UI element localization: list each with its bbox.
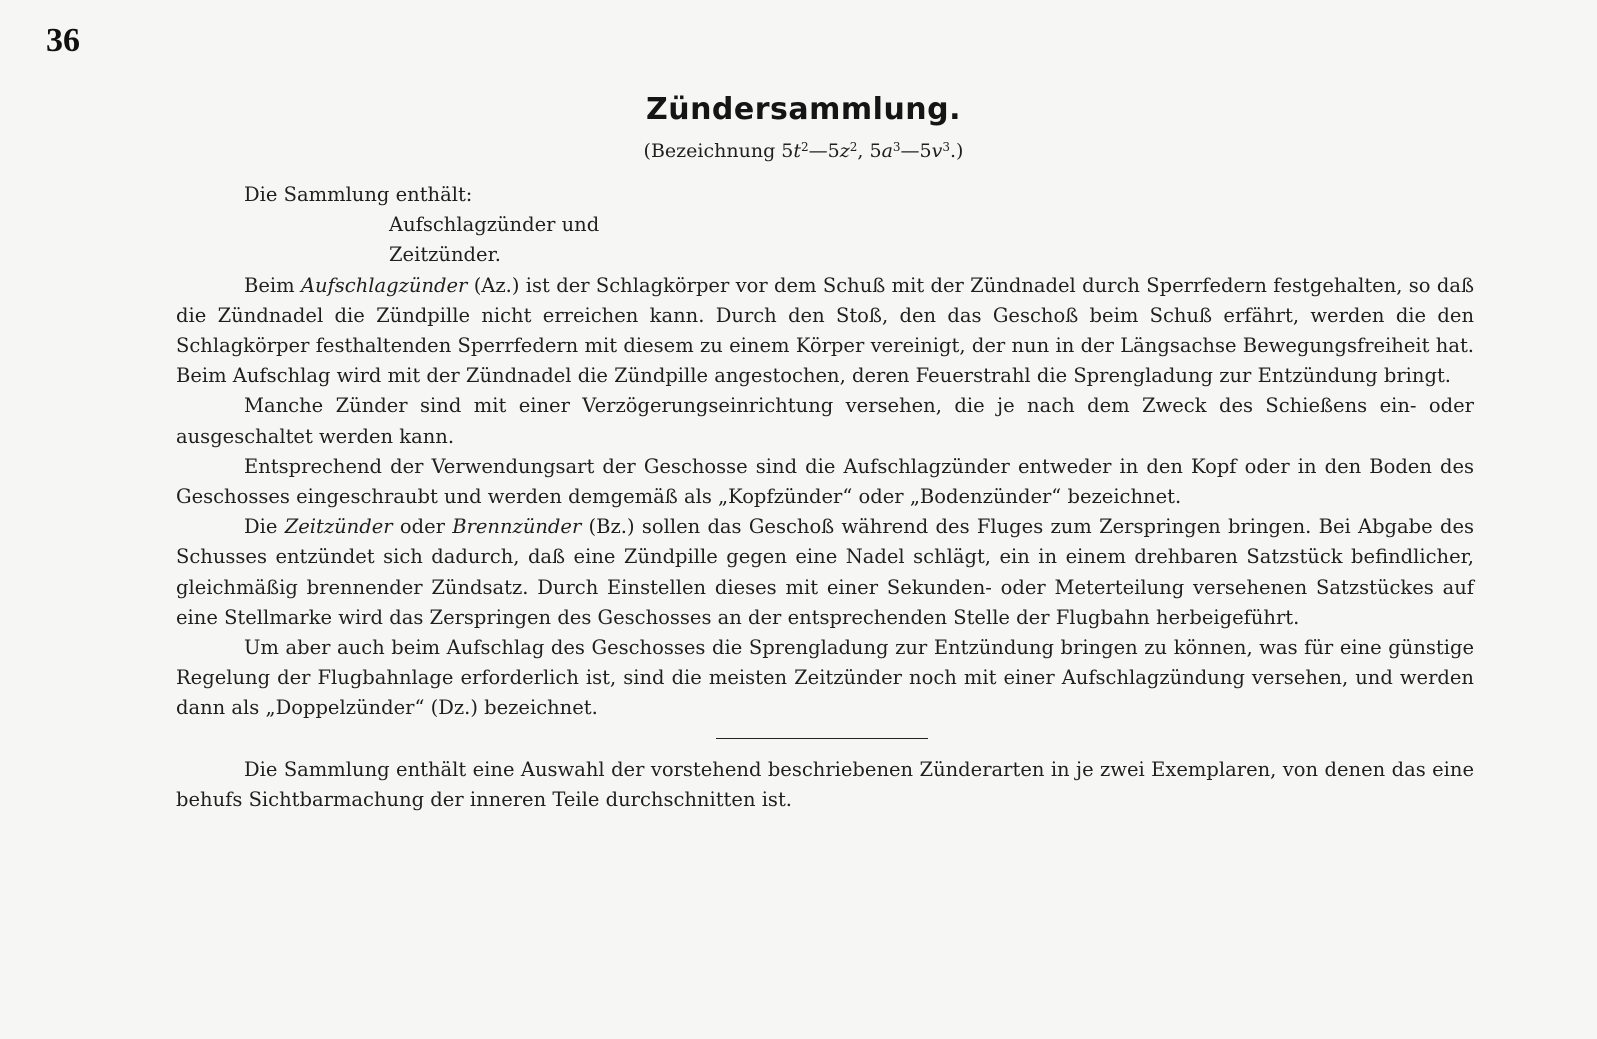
separator-rule (716, 738, 928, 739)
paragraph-auswahl: Die Sammlung enthält eine Auswahl der vorstehend beschriebenen Zünderarten in je zwei Exemplaren, von denen das eine behufs Sichtbarmachung der inneren Teile durchschnitten ist. (176, 757, 1474, 811)
subtitle-var-a: a (881, 140, 893, 162)
text-run: oder (392, 515, 453, 539)
subtitle-sep: , 5 (857, 140, 882, 162)
intro-line: Die Sammlung enthält: (244, 183, 473, 206)
subtitle-var-z: z (839, 140, 850, 162)
emphasis-term: Zeitzünder (284, 515, 393, 539)
emphasis-term: Aufschlagzünder (300, 273, 468, 297)
page-number: 36 (46, 22, 80, 59)
list-item: Aufschlagzünder und (389, 213, 600, 237)
paragraph-verwendungsart: Entsprechend der Verwendungsart der Geschosse sind die Aufschlagzünder entweder in den Kopf oder in den Boden des Geschosses eingeschraubt und werden demgemäß als „Kopfzünder“ oder „Bodenzünder“ bezeichnet. (176, 454, 1474, 509)
text-run: (Bz.) sollen das Geschoß während des Fluges zum Zerspringen bringen. Bei Abgabe des Schusses entzündet sich dadurch, daß eine Zündpille gegen eine Nadel schlägt, ein in einem drehbaren Satzstück befindlicher, gleichmäßig brennender Zündsatz. Durch Einstellen dieses mit einer Sekunden- oder Meterteilung versehenen Satzstückes auf eine Stellmarke wird das Zerspringen des Geschosses an der entsprechenden Stelle der Flugbahn herbeigeführt. (176, 515, 1474, 629)
paragraph-aufschlagzuender (176, 271, 1474, 392)
paragraph-verzoegerung: Manche Zünder sind mit einer Verzögerungseinrichtung versehen, die je nach dem Zweck des Schießens ein- oder ausgeschaltet werden kann. (176, 394, 1474, 448)
subtitle (0, 140, 1597, 162)
subtitle-sup: 2 (801, 140, 809, 154)
list-item: Zeitzünder. (389, 243, 501, 267)
emphasis-term: Brennzünder (452, 515, 582, 539)
body-text (176, 180, 1474, 815)
subtitle-var-t: t (793, 140, 802, 162)
subtitle-suffix: .) (950, 140, 964, 162)
subtitle-sup: 3 (892, 140, 901, 154)
subtitle-sep: —5 (900, 140, 932, 162)
subtitle-sup: 2 (849, 140, 858, 154)
subtitle-sup: 3 (942, 140, 951, 154)
subtitle-prefix: (Bezeichnung 5 (643, 140, 794, 162)
paragraph-doppelzuender: Um aber auch beim Aufschlag des Geschosses die Sprengladung zur Entzündung bringen zu können, was für eine günstige Regelung der Flugbahnlage erforderlich ist, sind die meisten Zeitzünder noch mit einer Aufschlagzündung versehen, und werden dann als „Doppelzünder“ (Dz.) bezeichnet. (176, 636, 1474, 720)
text-run: Die (244, 515, 285, 539)
text-run: Beim (244, 273, 301, 297)
subtitle-sep: —5 (808, 140, 840, 162)
page-title: Zündersammlung. (645, 92, 962, 127)
text-run: (Az.) ist der Schlagkörper vor dem Schuß mit der Zündnadel durch Sperrfedern festgehalten, so daß die Zündnadel die Zündpille nicht erreichen kann. Durch den Stoß, den das Geschoß beim Schuß erfährt, werden die den Schlagkörper festhaltenden Sperrfedern mit diesem zu einem Körper vereinigt, der nun in der Längsachse Bewegungsfreiheit hat. Beim Aufschlag wird mit der Zündnadel die Zündpille angestochen, deren Feuerstrahl die Sprengladung zur Entzündung bringt. (176, 273, 1475, 388)
subtitle-var-v: v (931, 140, 943, 162)
paragraph-zeitzuender (176, 512, 1474, 633)
